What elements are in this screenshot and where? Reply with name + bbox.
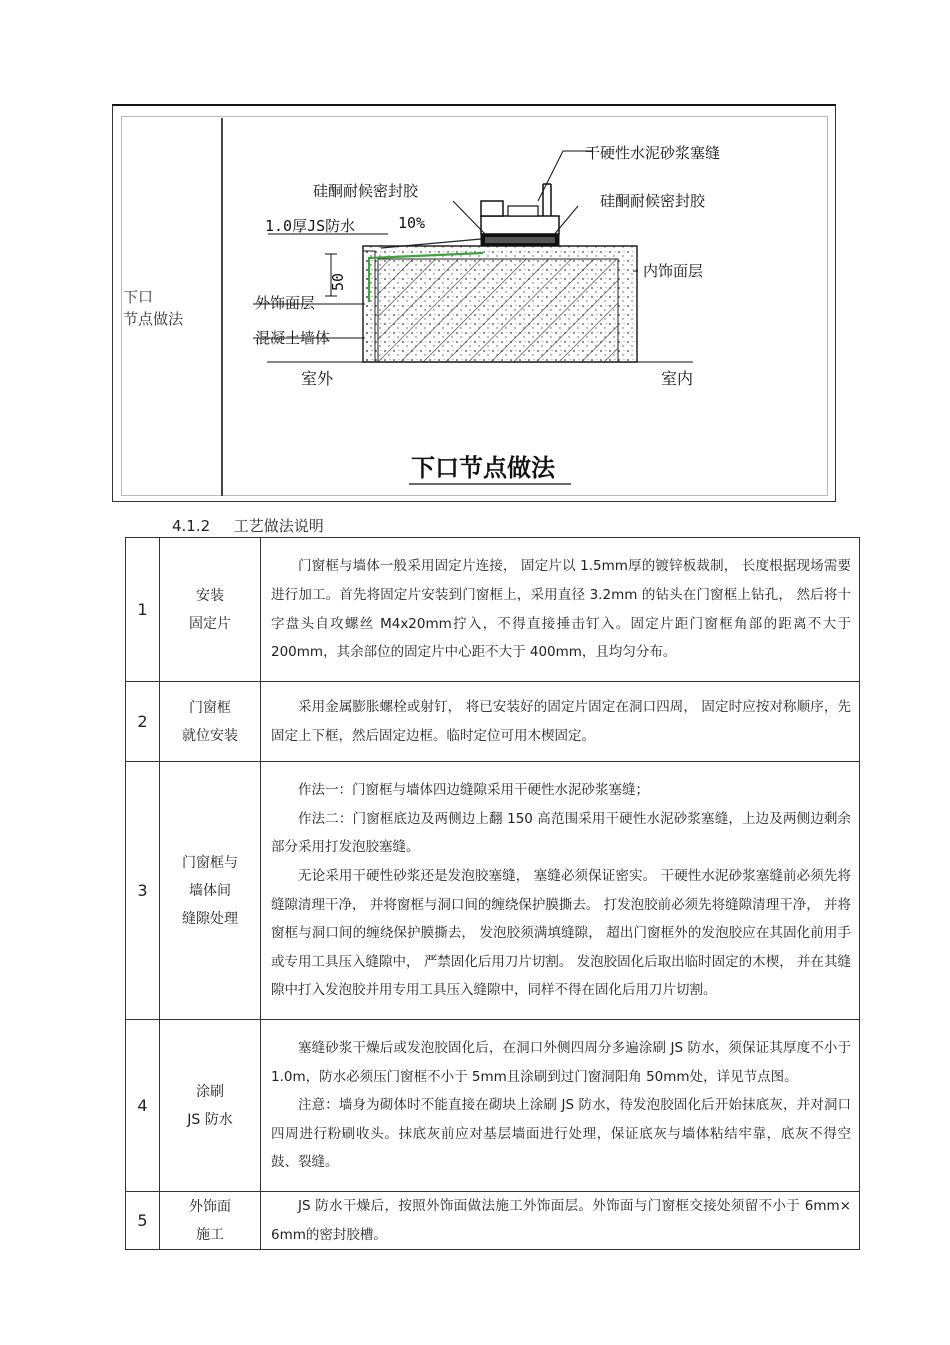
step-name	[160, 1192, 261, 1250]
callout-mortar: 干硬性水泥砂浆塞缝	[585, 144, 721, 162]
step-name-line: 外饰面	[189, 1198, 231, 1215]
step-description	[261, 1192, 860, 1250]
step-name-line: 门窗框与	[182, 854, 238, 871]
table-row	[126, 1192, 860, 1250]
callout-sealant-left: 硅酮耐候密封胶	[313, 182, 419, 200]
step-name	[160, 538, 261, 682]
step-name-line: 墙体间	[189, 882, 231, 899]
step-name	[160, 682, 261, 762]
concrete-wall-section	[363, 246, 637, 362]
step-paragraph: 注意：墙身为砌体时不能直接在砌块上涂刷 JS 防水，待发泡胶固化后开始抹底灰，并对洞口四周进行粉刷收头。抹底灰前应对基层墙面进行处理，保证底灰与墙体粘结牢靠，底灰不得空鼓、裂缝。	[271, 1097, 851, 1171]
step-paragraph: 无论采用干硬性砂浆还是发泡胶塞缝， 塞缝必须保证密实。 干硬性水泥砂浆塞缝前必须先将缝隙清理干净， 并将窗框与洞口间的缠绕保护膜撕去。 打发泡胶前必须先将缝隙清理干净， 并将窗框与洞口间的缠绕保护膜撕去， 发泡胶须满填缝隙， 超出门窗框外的发泡胶应在其固化前用手或专用工具压入缝隙中， 严禁固化后用刀片切割。 发泡胶固化后取出临时固定的木楔， 并在其缝隙中打入发泡胶并用专用工具压入缝隙中，同样不得在固化后用刀片切割。	[271, 867, 851, 999]
section-number: 4.1.2	[172, 517, 211, 535]
step-paragraph: 采用金属膨胀螺栓或射钉， 将已安装好的固定片固定在洞口四周， 固定时应按对称顺序，先固定上下框，然后固定边框。临时定位可用木楔固定。	[271, 698, 851, 744]
step-name-line: 涂刷	[196, 1083, 224, 1100]
lower-joint-detail-drawing	[113, 106, 837, 504]
callout-sealant-right: 硅酮耐候密封胶	[600, 192, 706, 210]
section-title: 工艺做法说明	[233, 517, 324, 535]
step-description	[261, 762, 860, 1020]
step-paragraph: 作法二：门窗框底边及两侧边上翻 150 高范围采用干硬性水泥砂浆塞缝，上边及两侧边剩余部分采用打发泡胶塞缝。	[271, 810, 851, 856]
step-name-line: 施工	[196, 1226, 224, 1243]
figure-row-label-line-1: 下口	[123, 288, 154, 306]
window-frame-profile	[481, 184, 559, 246]
section-heading	[172, 515, 324, 536]
step-name-line: 固定片	[189, 615, 231, 632]
callout-slope: 10%	[398, 214, 426, 232]
table-row	[126, 1020, 860, 1192]
step-name-line: 就位安装	[182, 727, 238, 744]
figure-table	[112, 104, 836, 502]
table-row	[126, 762, 860, 1020]
step-name-line: JS 防水	[187, 1111, 233, 1128]
step-description	[261, 1020, 860, 1192]
step-number: 4	[126, 1020, 160, 1192]
step-name-line: 缝隙处理	[182, 910, 238, 927]
step-number: 5	[126, 1192, 160, 1250]
callout-outdoor: 室外	[301, 369, 334, 388]
figure-row-label-line-2: 节点做法	[123, 310, 184, 328]
table-row	[126, 682, 860, 762]
process-table	[125, 537, 860, 1250]
step-paragraph: 门窗框与墙体一般采用固定片连接， 固定片以 1.5mm厚的镀锌板裁制， 长度根据现场需要进行加工。首先将固定片安装到门窗框上，采用直径 3.2mm 的钻头在门窗框上钻孔， 然后将十字盘头自攻螺丝 M4x20mm拧入，不得直接捶击钉入。固定片距门窗框角部的距离不大于 200mm，其余部位的固定片中心距不大于 400mm，且均匀分布。	[271, 558, 851, 661]
step-paragraph: 塞缝砂浆干燥后或发泡胶固化后，在洞口外侧四周分多遍涂刷 JS 防水，须保证其厚度不小于 1.0m，防水必须压门窗框不小于 5mm且涂刷到过门窗洞阳角 50mm处，详见节点图。	[271, 1040, 851, 1085]
step-name-line: 门窗框	[189, 699, 231, 716]
step-number: 3	[126, 762, 160, 1020]
step-paragraph: JS 防水干燥后，按照外饰面做法施工外饰面层。外饰面与门窗框交接处须留不小于 6mm× 6mm的密封胶槽。	[271, 1198, 851, 1243]
callout-js-waterproof: 1.0厚JS防水	[265, 217, 356, 235]
callout-dimension: 50	[329, 272, 347, 291]
step-name	[160, 762, 261, 1020]
figure-caption: 下口节点做法	[411, 454, 555, 482]
table-row	[126, 538, 860, 682]
step-number: 2	[126, 682, 160, 762]
step-name	[160, 1020, 261, 1192]
step-name-line: 安装	[196, 587, 224, 604]
callout-indoor: 室内	[661, 369, 694, 388]
callout-exterior-finish: 外饰面层	[255, 294, 316, 312]
step-description	[261, 538, 860, 682]
step-number: 1	[126, 538, 160, 682]
step-paragraph: 作法一：门窗框与墙体四边缝隙采用干硬性水泥砂浆塞缝；	[298, 782, 649, 799]
step-description	[261, 682, 860, 762]
callout-interior-finish: 内饰面层	[643, 262, 704, 280]
callout-concrete-wall: 混凝土墙体	[255, 329, 331, 347]
